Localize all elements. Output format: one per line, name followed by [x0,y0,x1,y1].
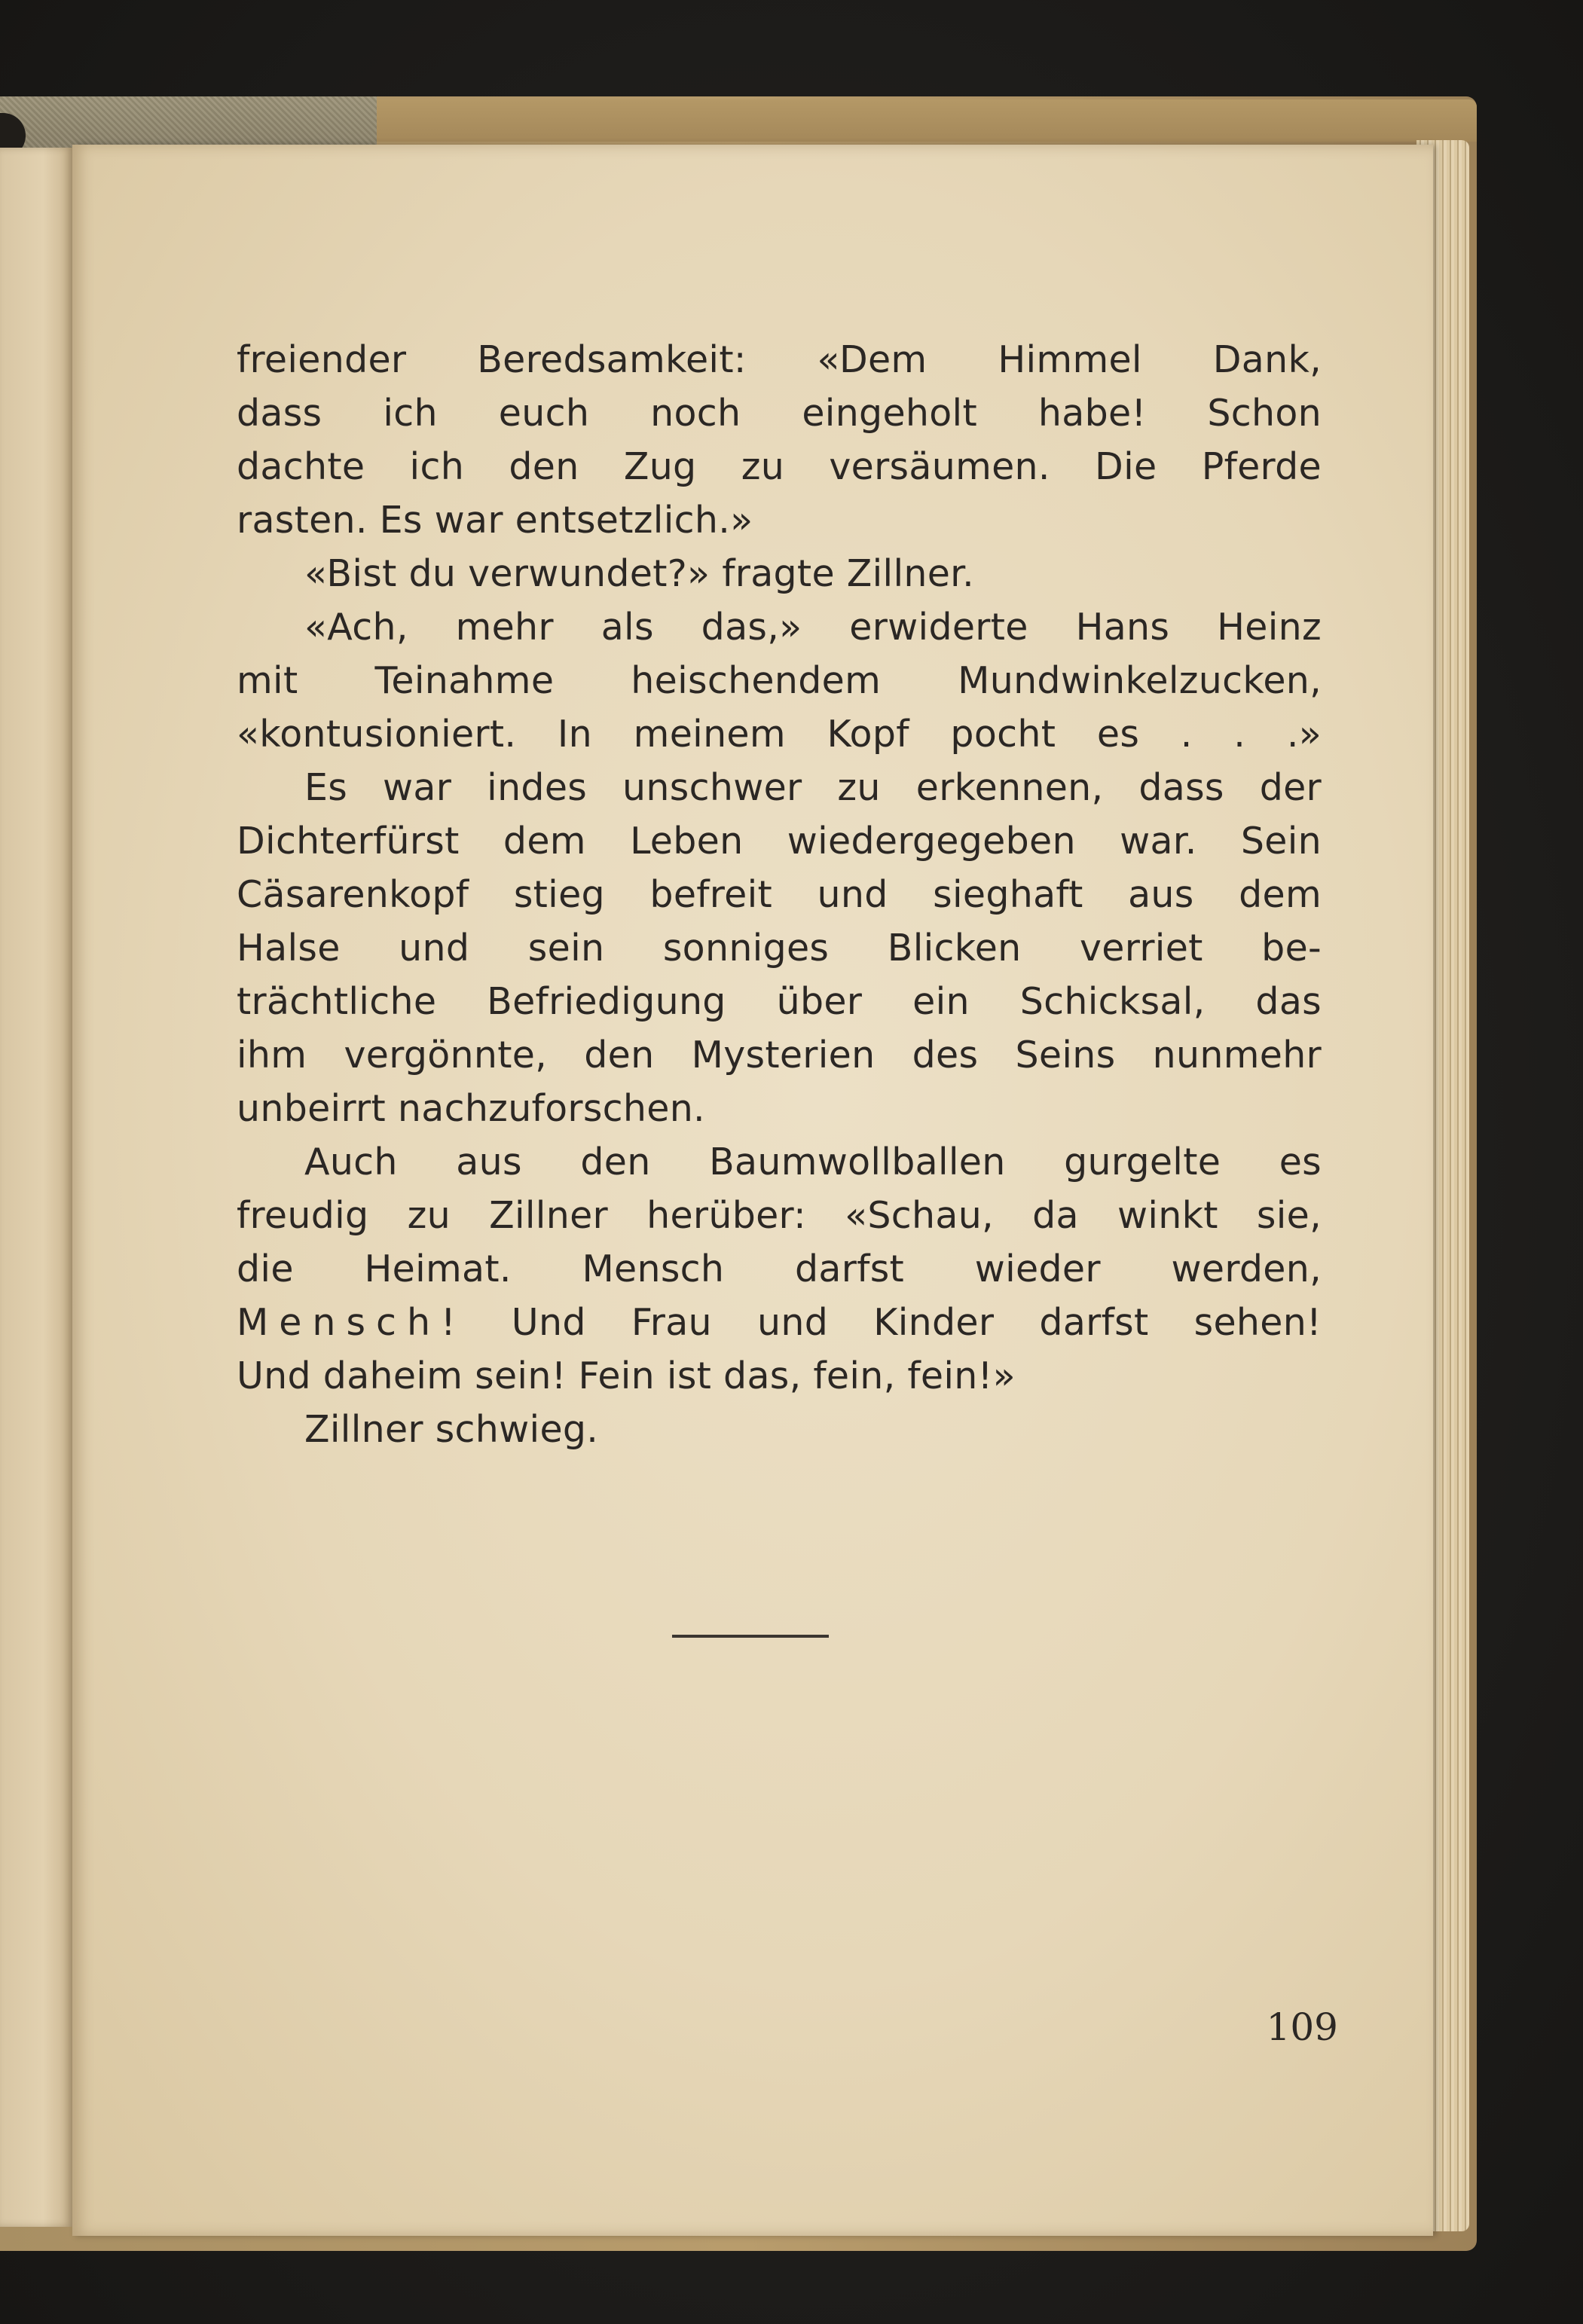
previous-page-edge [0,148,72,2227]
spine-fabric [0,96,377,149]
text-line: dass ich euch noch eingeholt habe! Schon [237,392,1322,435]
text-line: Und daheim sein! Fein ist das, fein, fein!» [237,1354,1016,1397]
page-number: 109 [1266,2005,1338,2049]
text-line: ihm vergönnte, den Mysterien des Seins nunmehr [237,1034,1322,1076]
text-line: Zillner schwieg. [304,1408,599,1451]
text-line: Cäsarenkopf stieg befreit und sieghaft aus dem [237,873,1322,916]
text-line: Dichterfürst dem Leben wiedergegeben war. Sein [237,820,1322,863]
text-line: Halse und sein sonniges Blicken verriet be- [237,927,1322,970]
text-line: freudig zu Zillner herüber: «Schau, da winkt sie, [237,1194,1322,1237]
text-line: die Heimat. Mensch darfst wieder werden, [237,1248,1322,1290]
text-line: mit Teinahme heischendem Mundwinkelzucken, [237,659,1322,702]
text-line: «Bist du verwundet?» fragte Zillner. [304,552,974,595]
body-text [237,333,1322,1456]
text-line-spaced [237,1296,1322,1349]
text-line: Es war indes unschwer zu erkennen, dass der [304,766,1322,809]
spaced-emphasis: Mensch! [237,1301,466,1344]
text-line: freiender Beredsamkeit: «Dem Himmel Dank, [237,338,1322,381]
text-line: dachte ich den Zug zu versäumen. Die Pferde [237,445,1322,488]
text-line: «kontusioniert. In meinem Kopf pocht es . . .» [237,713,1322,756]
cover-top-edge [377,99,1477,142]
text-fragment: Und Frau und Kinder darfst sehen! [466,1301,1322,1344]
section-divider [672,1635,829,1638]
text-line: trächtliche Befriedigung über ein Schicksal, das [237,980,1322,1023]
text-line: unbeirrt nachzuforschen. [237,1087,705,1130]
text-line: rasten. Es war entsetzlich.» [237,499,753,542]
text-line: «Ach, mehr als das,» erwiderte Hans Heinz [304,606,1322,649]
text-line: Auch aus den Baumwollballen gurgelte es [304,1141,1322,1183]
book-page [72,145,1433,2236]
